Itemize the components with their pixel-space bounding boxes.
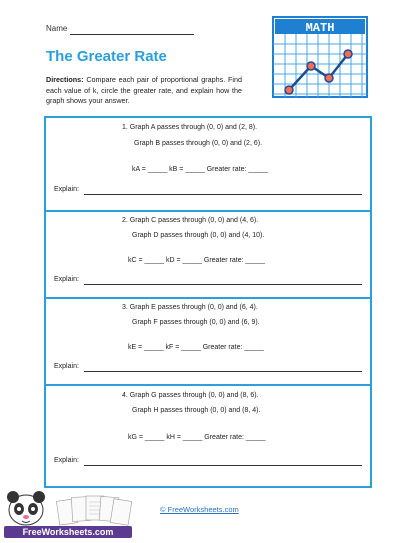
problem-4-graph-h: Graph H passes through (0, 0) and (8, 4). <box>132 407 261 414</box>
name-field-line[interactable] <box>70 34 194 35</box>
problem-1 <box>46 118 370 211</box>
problem-1-graph-b: Graph B passes through (0, 0) and (2, 6). <box>134 140 263 147</box>
problem-2-explain-line[interactable] <box>84 284 362 285</box>
problem-3-explain-label: Explain: <box>54 363 79 370</box>
problem-3-explain-line[interactable] <box>84 371 362 372</box>
problem-4-explain-label: Explain: <box>54 457 79 464</box>
problem-2-graph-c: 2. Graph C passes through (0, 0) and (4, 6). <box>122 217 259 224</box>
logo-text: FreeWorksheets.com <box>22 527 114 537</box>
problem-4-explain-line[interactable] <box>84 465 362 466</box>
name-label: Name <box>46 24 68 33</box>
problem-4-k-line: kG = _____ kH = _____ Greater rate: _____ <box>128 434 266 441</box>
problem-3-graph-e: 3. Graph E passes through (0, 0) and (6, 4). <box>122 304 258 311</box>
problem-3 <box>46 297 370 385</box>
problem-2 <box>46 210 370 298</box>
problem-2-graph-d: Graph D passes through (0, 0) and (4, 10). <box>132 232 265 239</box>
problem-1-k-line: kA = _____ kB = _____ Greater rate: _____ <box>132 166 268 173</box>
problem-3-k-line: kE = _____ kF = _____ Greater rate: _____ <box>128 344 264 351</box>
math-label: MATH <box>305 21 335 35</box>
problem-4-graph-g: 4. Graph G passes through (0, 0) and (8, 6). <box>122 392 259 399</box>
directions-text: Compare each pair of proportional graphs. Find each value of k, circle the greater rate, and explain how the graph shows your answer. <box>46 75 242 105</box>
problem-4 <box>46 384 370 486</box>
directions <box>46 75 242 107</box>
problem-1-graph-a: 1. Graph A passes through (0, 0) and (2, 8). <box>122 124 258 131</box>
problem-3-graph-f: Graph F passes through (0, 0) and (6, 9). <box>132 319 260 326</box>
copyright-link[interactable]: © FreeWorksheets.com <box>160 505 239 514</box>
worksheet-thumbnails <box>56 494 132 531</box>
problem-2-explain-label: Explain: <box>54 276 79 283</box>
math-graph-icon <box>272 16 368 98</box>
problem-1-explain-label: Explain: <box>54 186 79 193</box>
page-title: The Greater Rate <box>46 48 167 65</box>
problem-2-k-line: kC = _____ kD = _____ Greater rate: _____ <box>128 257 265 264</box>
directions-label: Directions: <box>46 75 84 84</box>
problems-frame <box>44 116 372 488</box>
problem-1-explain-line[interactable] <box>84 194 362 195</box>
